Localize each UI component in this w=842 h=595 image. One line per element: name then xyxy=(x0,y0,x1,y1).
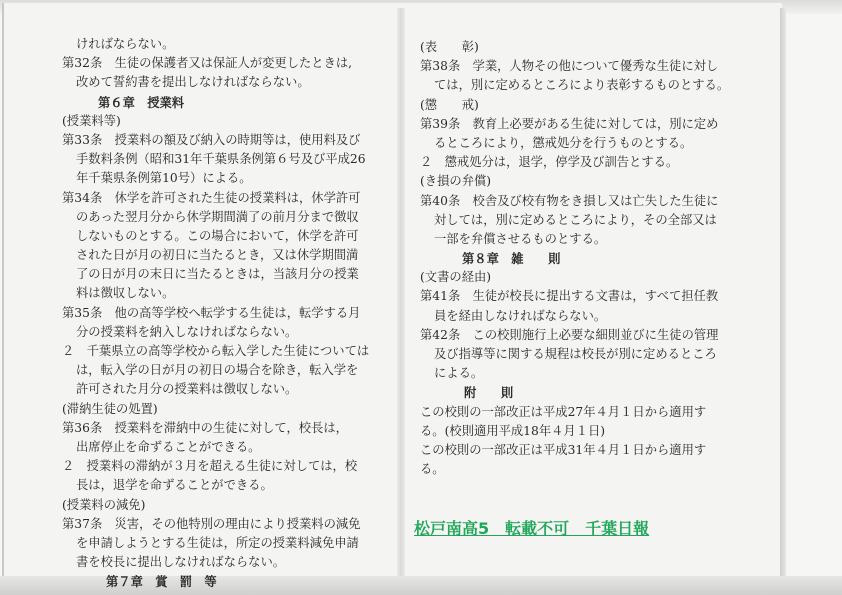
text-line: 員を経由しなければならない。 xyxy=(434,308,607,323)
text-line: 一部を弁償させるものとする。 xyxy=(434,231,607,246)
text-line: 年千葉県条例第10号）による。 xyxy=(76,171,252,186)
text-line: 第35条 他の高等学校へ転学する生徒は，転学する月 xyxy=(62,305,361,320)
text-line: された日が月の初日に当たるとき，又は休学期間満 xyxy=(76,248,359,263)
text-line: 許可された月分の授業料は徴収しない。 xyxy=(76,382,298,397)
text-line: (授業料の減免) xyxy=(62,497,146,512)
text-line: (授業料等) xyxy=(62,113,121,128)
text-line: 第39条 教育上必要がある生徒に対しては，別に定め xyxy=(420,116,719,131)
text-line: を申請しようとする生徒は，所定の授業料減免申請 xyxy=(76,535,359,550)
chapter-heading: 第６章 授業料 xyxy=(98,94,185,110)
chapter-heading: 第８章 雑 則 xyxy=(462,251,561,267)
text-line: 第41条 生徒が校長に提出する文書は，すべて担任教 xyxy=(420,289,719,304)
text-line: 出席停止を命ずることができる。 xyxy=(76,439,261,454)
text-line: による。 xyxy=(434,366,484,381)
text-line: 対しては，別に定めるところにより，その全部又は xyxy=(434,212,717,227)
text-line: この校則の一部改正は平成27年４月１日から適用す xyxy=(420,404,707,419)
text-line: るところにより，懲戒処分を行うものとする。 xyxy=(434,135,693,150)
text-line: 第36条 授業料を滞納中の生徒に対して，校長は， xyxy=(62,420,348,435)
text-line: しないものとする。この場合において，休学を許可 xyxy=(76,228,359,243)
text-line: のあった翌月分から休学期間満了の前月分まで徴収 xyxy=(76,209,359,224)
text-line: ては，別に定めるところにより表彰するものとする。 xyxy=(434,78,730,93)
text-line: 第42条 この校則施行上必要な細則並びに生徒の管理 xyxy=(420,327,719,342)
supplementary-heading: 附 則 xyxy=(464,385,514,401)
text-line: 長は，退学を命ずることができる。 xyxy=(76,478,273,493)
text-line: 改めて誓約書を提出しなければならない。 xyxy=(76,75,310,90)
text-line: 及び指導等に関する規程は校長が別に定めるところ xyxy=(434,347,717,361)
newspaper-watermark: 松戸南高5 転載不可 千葉日報 xyxy=(414,519,650,538)
text-line: (滞納生徒の処置) xyxy=(62,401,158,416)
text-line: この校則の一部改正は平成31年４月１日から適用す xyxy=(420,442,707,457)
text-line: ２ 懲戒処分は，退学，停学及び訓告とする。 xyxy=(420,155,679,170)
booklet-edge xyxy=(780,8,786,580)
text-line: (文書の経由) xyxy=(420,270,492,285)
text-line: 手数料条例（昭和31年千葉県条例第６号及び平成26 xyxy=(76,152,366,167)
text-line: 分の授業料を納入しなければならない。 xyxy=(76,324,298,339)
booklet-spine xyxy=(397,8,405,578)
text-line: 第32条 生徒の保護者又は保証人が変更したときは, xyxy=(62,56,353,71)
text-line: る。(校則適用平成18年４月１日) xyxy=(420,423,606,438)
text-line: は，転入学の日が月の初日の場合を除き，転入学を xyxy=(76,363,359,378)
text-line: ２ 千葉県立の高等学校から転入学した生徒については xyxy=(62,344,370,358)
left-page xyxy=(62,35,392,591)
text-line: る。 xyxy=(420,462,445,477)
text-line: 第37条 災害，その他特別の理由により授業料の減免 xyxy=(62,516,361,531)
text-line: (懲 戒) xyxy=(420,97,479,112)
chapter-heading: 第７章 賞 罰 等 xyxy=(106,574,217,590)
text-line: (き損の弁償) xyxy=(420,174,492,189)
text-line: 第38条 学業，人物その他について優秀な生徒に対し xyxy=(420,59,719,74)
text-line: 書を校長に提出しなければならない。 xyxy=(76,555,286,570)
text-line: 第34条 休学を許可された生徒の授業料は，休学許可 xyxy=(62,190,361,205)
text-line: 了の日が月の末日に当たるときは，当該月分の授業 xyxy=(76,267,359,282)
text-line: 料は徴収しない。 xyxy=(76,286,175,301)
text-line: 第33条 授業料の額及び納入の時期等は，使用料及び xyxy=(62,132,361,147)
text-line: (表 彰) xyxy=(420,40,479,54)
text-line: ければならない。 xyxy=(76,37,175,51)
text-line: 第40条 校舎及び校有物をき損し又は亡失した生徒に xyxy=(420,193,719,208)
text-line: ２ 授業料の滞納が３月を超える生徒に対しては，校 xyxy=(62,459,358,474)
right-page xyxy=(420,38,765,479)
